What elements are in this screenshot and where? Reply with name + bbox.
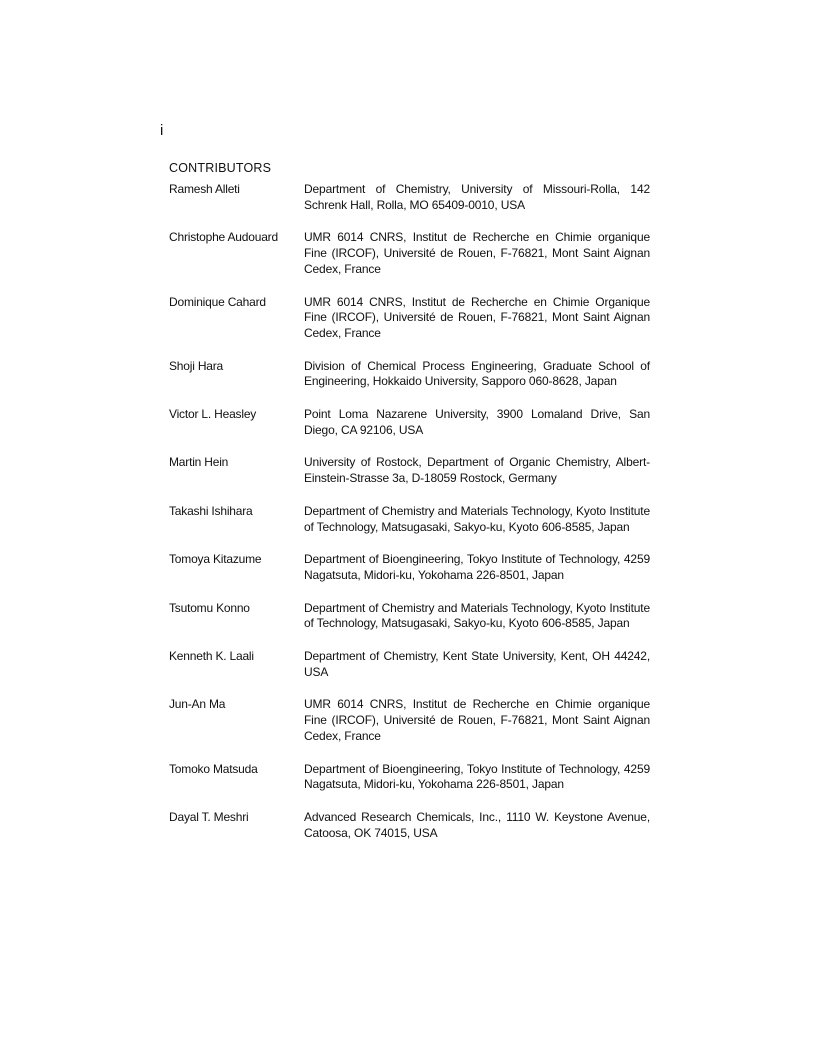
contributor-name: Tomoko Matsuda (169, 761, 258, 776)
contributor-name: Tsutomu Konno (169, 600, 250, 615)
contributor-name: Jun-An Ma (169, 697, 226, 712)
contributor-affiliation: Advanced Research Chemicals, Inc., 1110 W. Keystone Avenue, Catoosa, OK 74015, USA (304, 809, 650, 840)
contributor-list (169, 182, 650, 841)
contributor-name: Takashi Ishihara (169, 503, 253, 518)
contributor-entry (169, 455, 650, 486)
contributor-entry (169, 697, 650, 744)
contributor-affiliation: Point Loma Nazarene University, 3900 Lomaland Drive, San Diego, CA 92106, USA (304, 407, 650, 437)
contributor-name: Tomoya Kitazume (169, 552, 262, 567)
contributor-entry (169, 762, 650, 793)
contributor-name: Kenneth K. Laali (169, 649, 254, 664)
contributor-affiliation: Department of Bioengineering, Tokyo Institute of Technology, 4259 Nagatsuta, Midori-ku, Yokohama 226-8501, Japan (304, 552, 650, 582)
page-title: CONTRIBUTORS (169, 161, 272, 175)
page-marker: i (160, 122, 164, 139)
contributor-entry (169, 295, 650, 342)
contributor-affiliation: Department of Chemistry and Materials Technology, Kyoto Institute of Technology, Matsugasaki, Sakyo-ku, Kyoto 606-8585, Japan (304, 600, 650, 631)
contributor-name: Martin Hein (169, 455, 229, 470)
contributor-affiliation: Department of Bioengineering, Tokyo Institute of Technology, 4259 Nagatsuta, Midori-ku, Yokohama 226-8501, Japan (304, 761, 650, 792)
contributor-affiliation: Department of Chemistry and Materials Technology, Kyoto Institute of Technology, Matsugasaki, Sakyo-ku, Kyoto 606-8585, Japan (304, 503, 650, 534)
contributor-affiliation: Division of Chemical Process Engineering, Graduate School of Engineering, Hokkaido University, Sapporo 060-8628, Japan (304, 358, 650, 389)
contributor-entry (169, 601, 650, 632)
contributor-name: Christophe Audouard (169, 230, 278, 245)
contributor-name: Ramesh Alleti (169, 182, 240, 196)
contributor-name: Shoji Hara (169, 358, 224, 373)
contributor-affiliation: Department of Chemistry, Kent State University, Kent, OH 44242, USA (304, 649, 650, 679)
contributor-name: Dominique Cahard (169, 294, 266, 309)
contributor-entry (169, 552, 650, 583)
contributor-entry (169, 230, 650, 277)
contributor-affiliation: UMR 6014 CNRS, Institut de Recherche en Chimie organique Fine (IRCOF), Université de Rouen, F-76821, Mont Saint Aignan Cedex, France (304, 230, 650, 276)
contributor-affiliation: UMR 6014 CNRS, Institut de Recherche en Chimie Organique Fine (IRCOF), Université de Rouen, F-76821, Mont Saint Aignan Cedex, France (304, 294, 650, 340)
contributor-entry (169, 504, 650, 535)
contributor-affiliation: University of Rostock, Department of Organic Chemistry, Albert-Einstein-Strasse 3a, D-18059 Rostock, Germany (304, 455, 650, 486)
contributor-entry (169, 407, 650, 438)
contributor-name: Dayal T. Meshri (169, 809, 249, 824)
contributor-entry (169, 182, 650, 213)
contributor-entry (169, 649, 650, 680)
contributor-affiliation: Department of Chemistry, University of Missouri-Rolla, 142 Schrenk Hall, Rolla, MO 65409-0010, USA (304, 182, 650, 212)
contributor-entry (169, 359, 650, 390)
contributor-name: Victor L. Heasley (169, 407, 257, 422)
contributor-entry (169, 810, 650, 841)
contributor-affiliation: UMR 6014 CNRS, Institut de Recherche en Chimie organique Fine (IRCOF), Université de Rouen, F-76821, Mont Saint Aignan Cedex, France (304, 697, 650, 743)
